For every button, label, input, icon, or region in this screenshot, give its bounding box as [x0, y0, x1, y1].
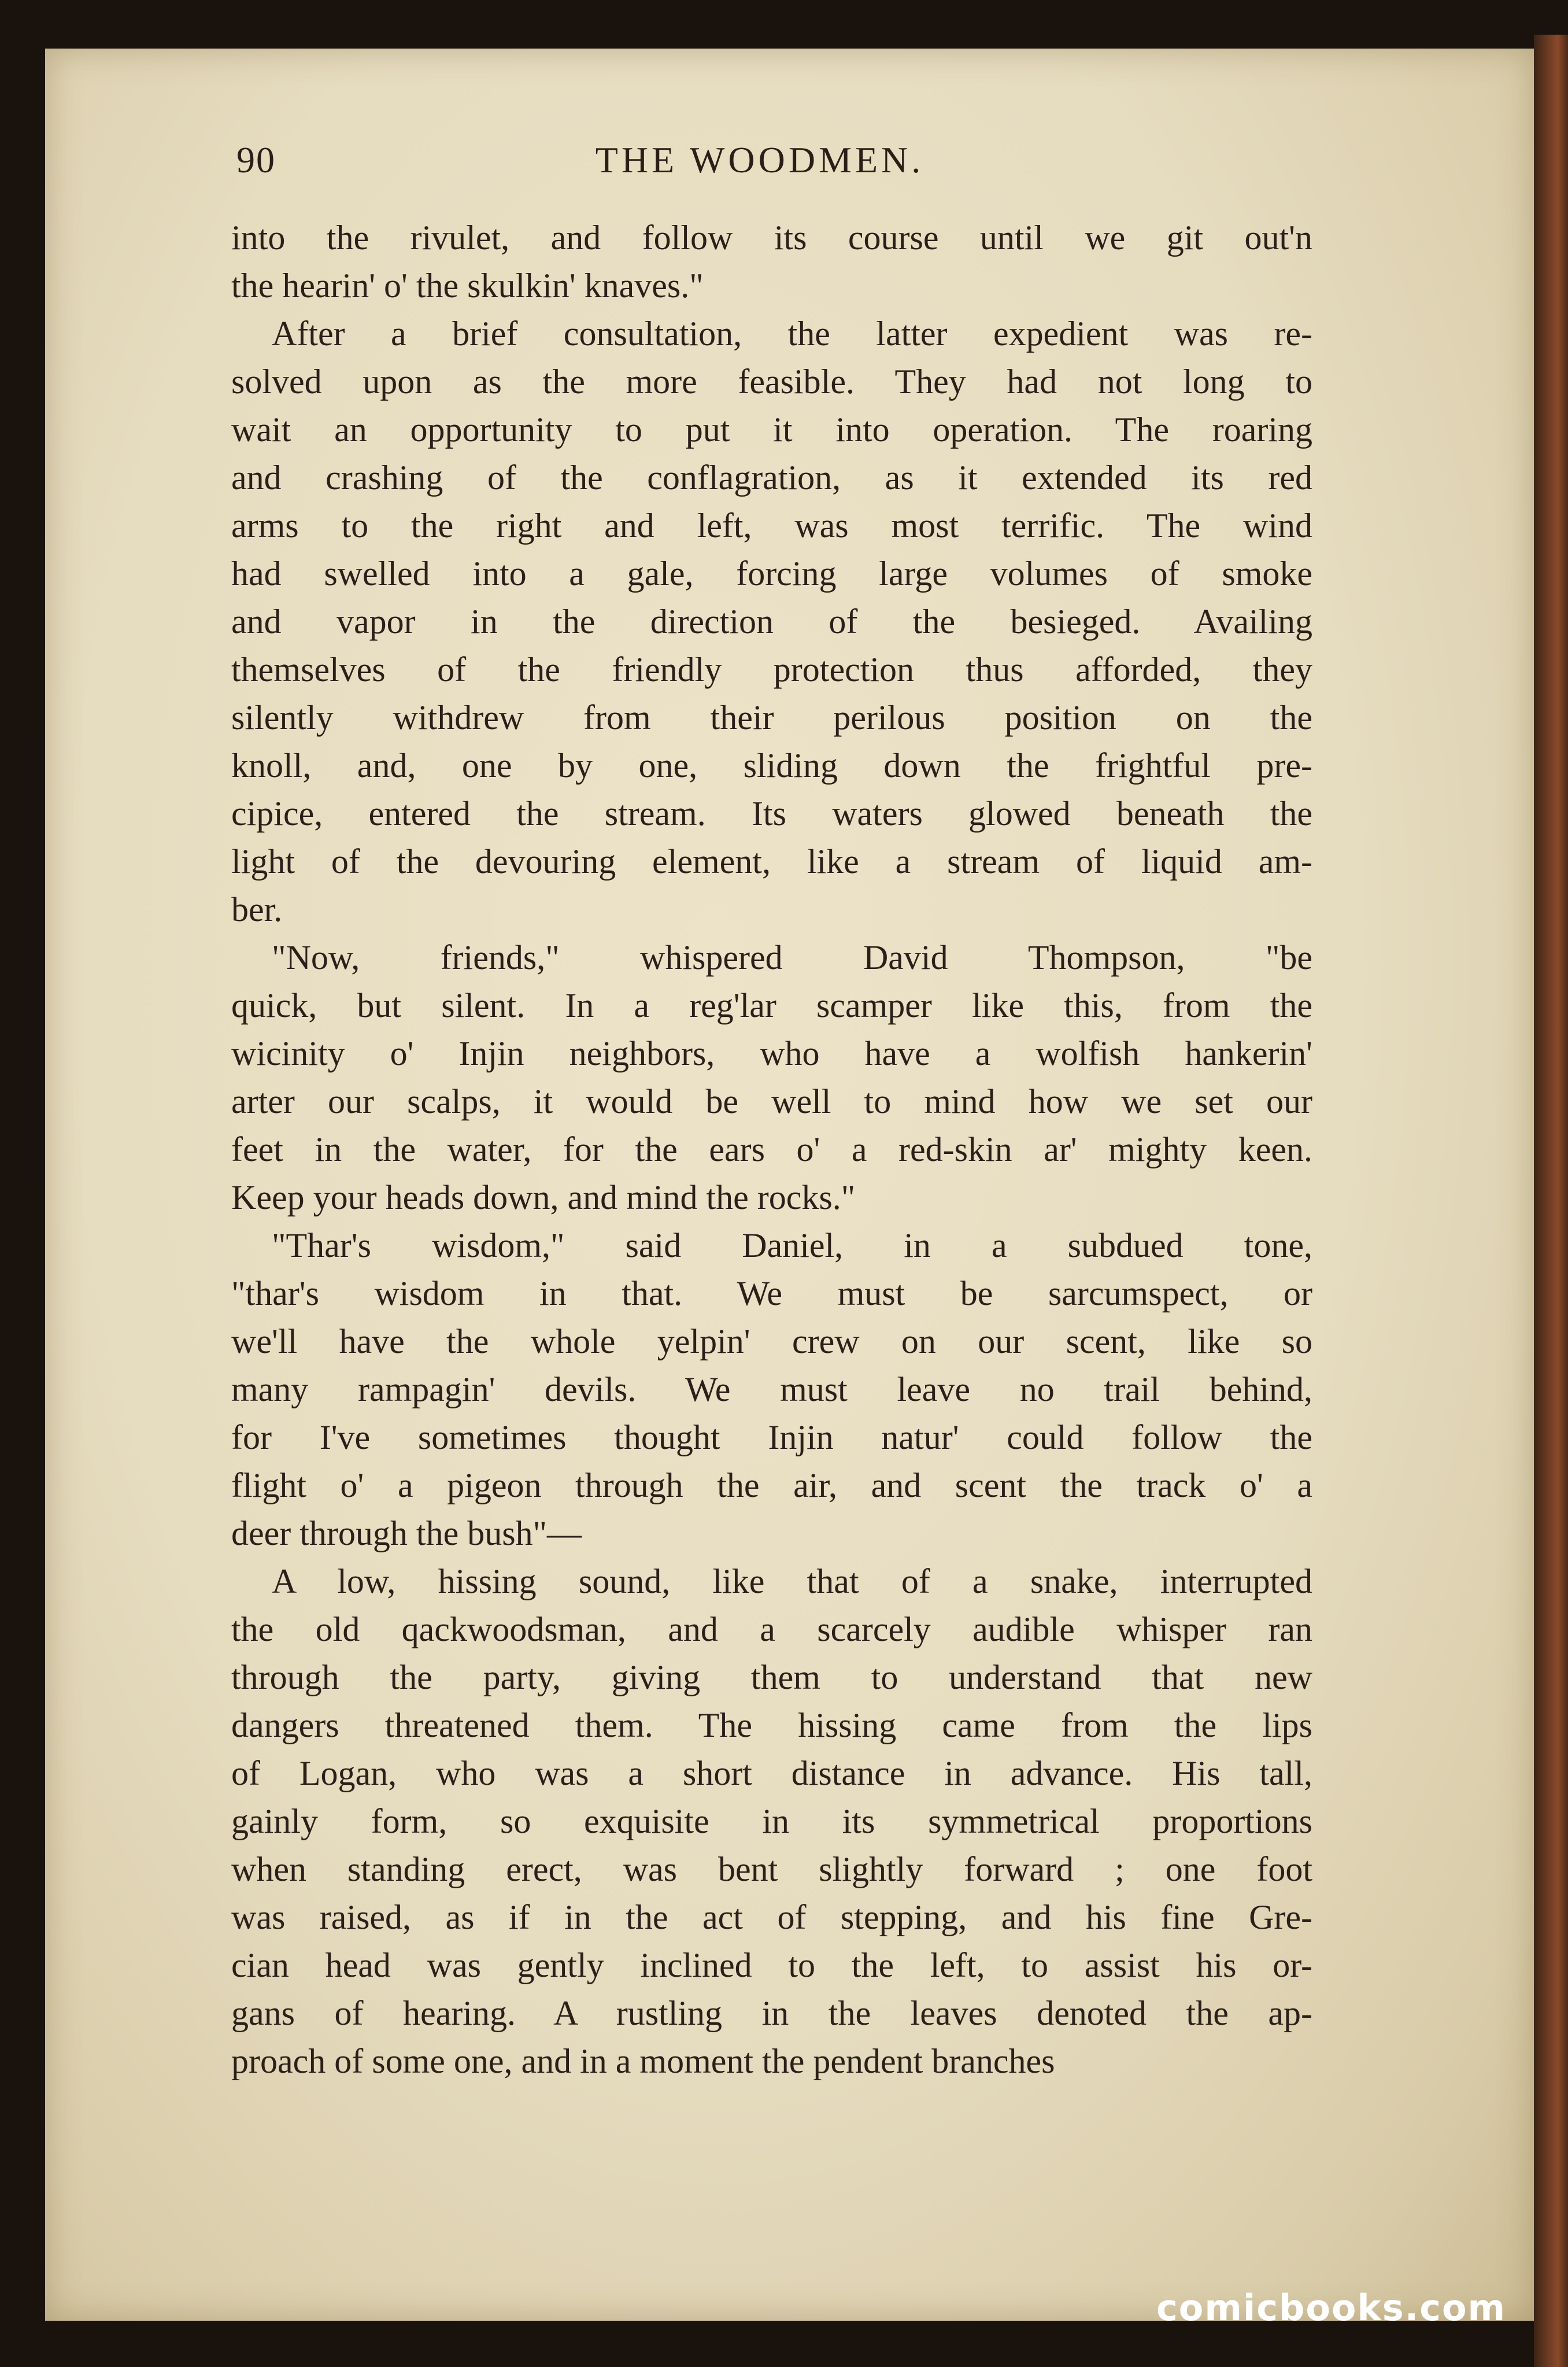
text-line: "Now, friends," whispered David Thompson, "be — [272, 938, 1312, 977]
text-line: into the rivulet, and follow its course until we git out'n — [231, 219, 1312, 257]
text-line: themselves of the friendly protection thus afforded, they — [231, 650, 1312, 689]
text-line: was raised, as if in the act of stepping, and his fine Gre- — [231, 1898, 1312, 1936]
text-line: silently withdrew from their perilous position on the — [231, 698, 1312, 737]
text-line: ber. — [231, 890, 283, 929]
book-binding-edge — [1534, 35, 1568, 2367]
text-line: through the party, giving them to understand that new — [231, 1658, 1312, 1696]
text-line: A low, hissing sound, like that of a snake, interrupted — [272, 1562, 1312, 1600]
text-line: the old qackwoodsman, and a scarcely audible whisper ran — [231, 1610, 1312, 1648]
watermark-text: comicbooks.com — [1156, 2287, 1507, 2329]
text-line: gans of hearing. A rustling in the leaves denoted the ap- — [231, 1994, 1312, 2032]
text-line: the hearin' o' the skulkin' knaves." — [231, 267, 704, 305]
text-line: cipice, entered the stream. Its waters glowed beneath the — [231, 794, 1312, 833]
text-line: dangers threatened them. The hissing came from the lips — [231, 1706, 1312, 1744]
page-number: 90 — [236, 139, 276, 180]
text-line: knoll, and, one by one, sliding down the frightful pre- — [231, 746, 1312, 785]
text-line: we'll have the whole yelpin' crew on our scent, like so — [231, 1322, 1312, 1360]
text-line: wicinity o' Injin neighbors, who have a wolfish hankerin' — [231, 1034, 1312, 1072]
text-line: when standing erect, was bent slightly forward ; one foot — [231, 1850, 1312, 1888]
text-line: quick, but silent. In a reg'lar scamper like this, from the — [231, 986, 1312, 1025]
text-line: light of the devouring element, like a stream of liquid am- — [231, 842, 1312, 881]
text-line: many rampagin' devils. We must leave no trail behind, — [231, 1370, 1312, 1408]
text-line: had swelled into a gale, forcing large volumes of smoke — [231, 554, 1312, 593]
text-line: for I've sometimes thought Injin natur' could follow the — [231, 1418, 1312, 1456]
text-line: After a brief consultation, the latter expedient was re- — [272, 315, 1312, 353]
body-text — [231, 214, 1312, 2085]
text-line: solved upon as the more feasible. They had not long to — [231, 363, 1312, 401]
text-line: Keep your heads down, and mind the rocks." — [231, 1178, 856, 1216]
text-line: wait an opportunity to put it into operation. The roaring — [231, 410, 1312, 449]
text-line: and vapor in the direction of the besieged. Availing — [231, 602, 1312, 641]
text-line: of Logan, who was a short distance in advance. His tall, — [231, 1754, 1312, 1792]
text-line: cian head was gently inclined to the left, to assist his or- — [231, 1946, 1312, 1984]
text-line: flight o' a pigeon through the air, and scent the track o' a — [231, 1466, 1312, 1504]
text-line: arter our scalps, it would be well to mind how we set our — [231, 1082, 1312, 1120]
text-line: gainly form, so exquisite in its symmetrical proportions — [231, 1802, 1312, 1840]
text-line: feet in the water, for the ears o' a red-skin ar' mighty keen. — [231, 1130, 1312, 1168]
text-line: arms to the right and left, was most terrific. The wind — [231, 506, 1312, 545]
text-line: and crashing of the conflagration, as it extended its red — [231, 458, 1312, 497]
text-line: "thar's wisdom in that. We must be sarcumspect, or — [231, 1274, 1312, 1312]
text-line: deer through the bush"— — [231, 1514, 582, 1552]
text-line: proach of some one, and in a moment the pendent branches — [231, 2042, 1055, 2080]
text-line: "Thar's wisdom," said Daniel, in a subdued tone, — [272, 1226, 1312, 1264]
running-title: THE WOODMEN. — [595, 139, 924, 180]
page-header — [236, 139, 1283, 185]
